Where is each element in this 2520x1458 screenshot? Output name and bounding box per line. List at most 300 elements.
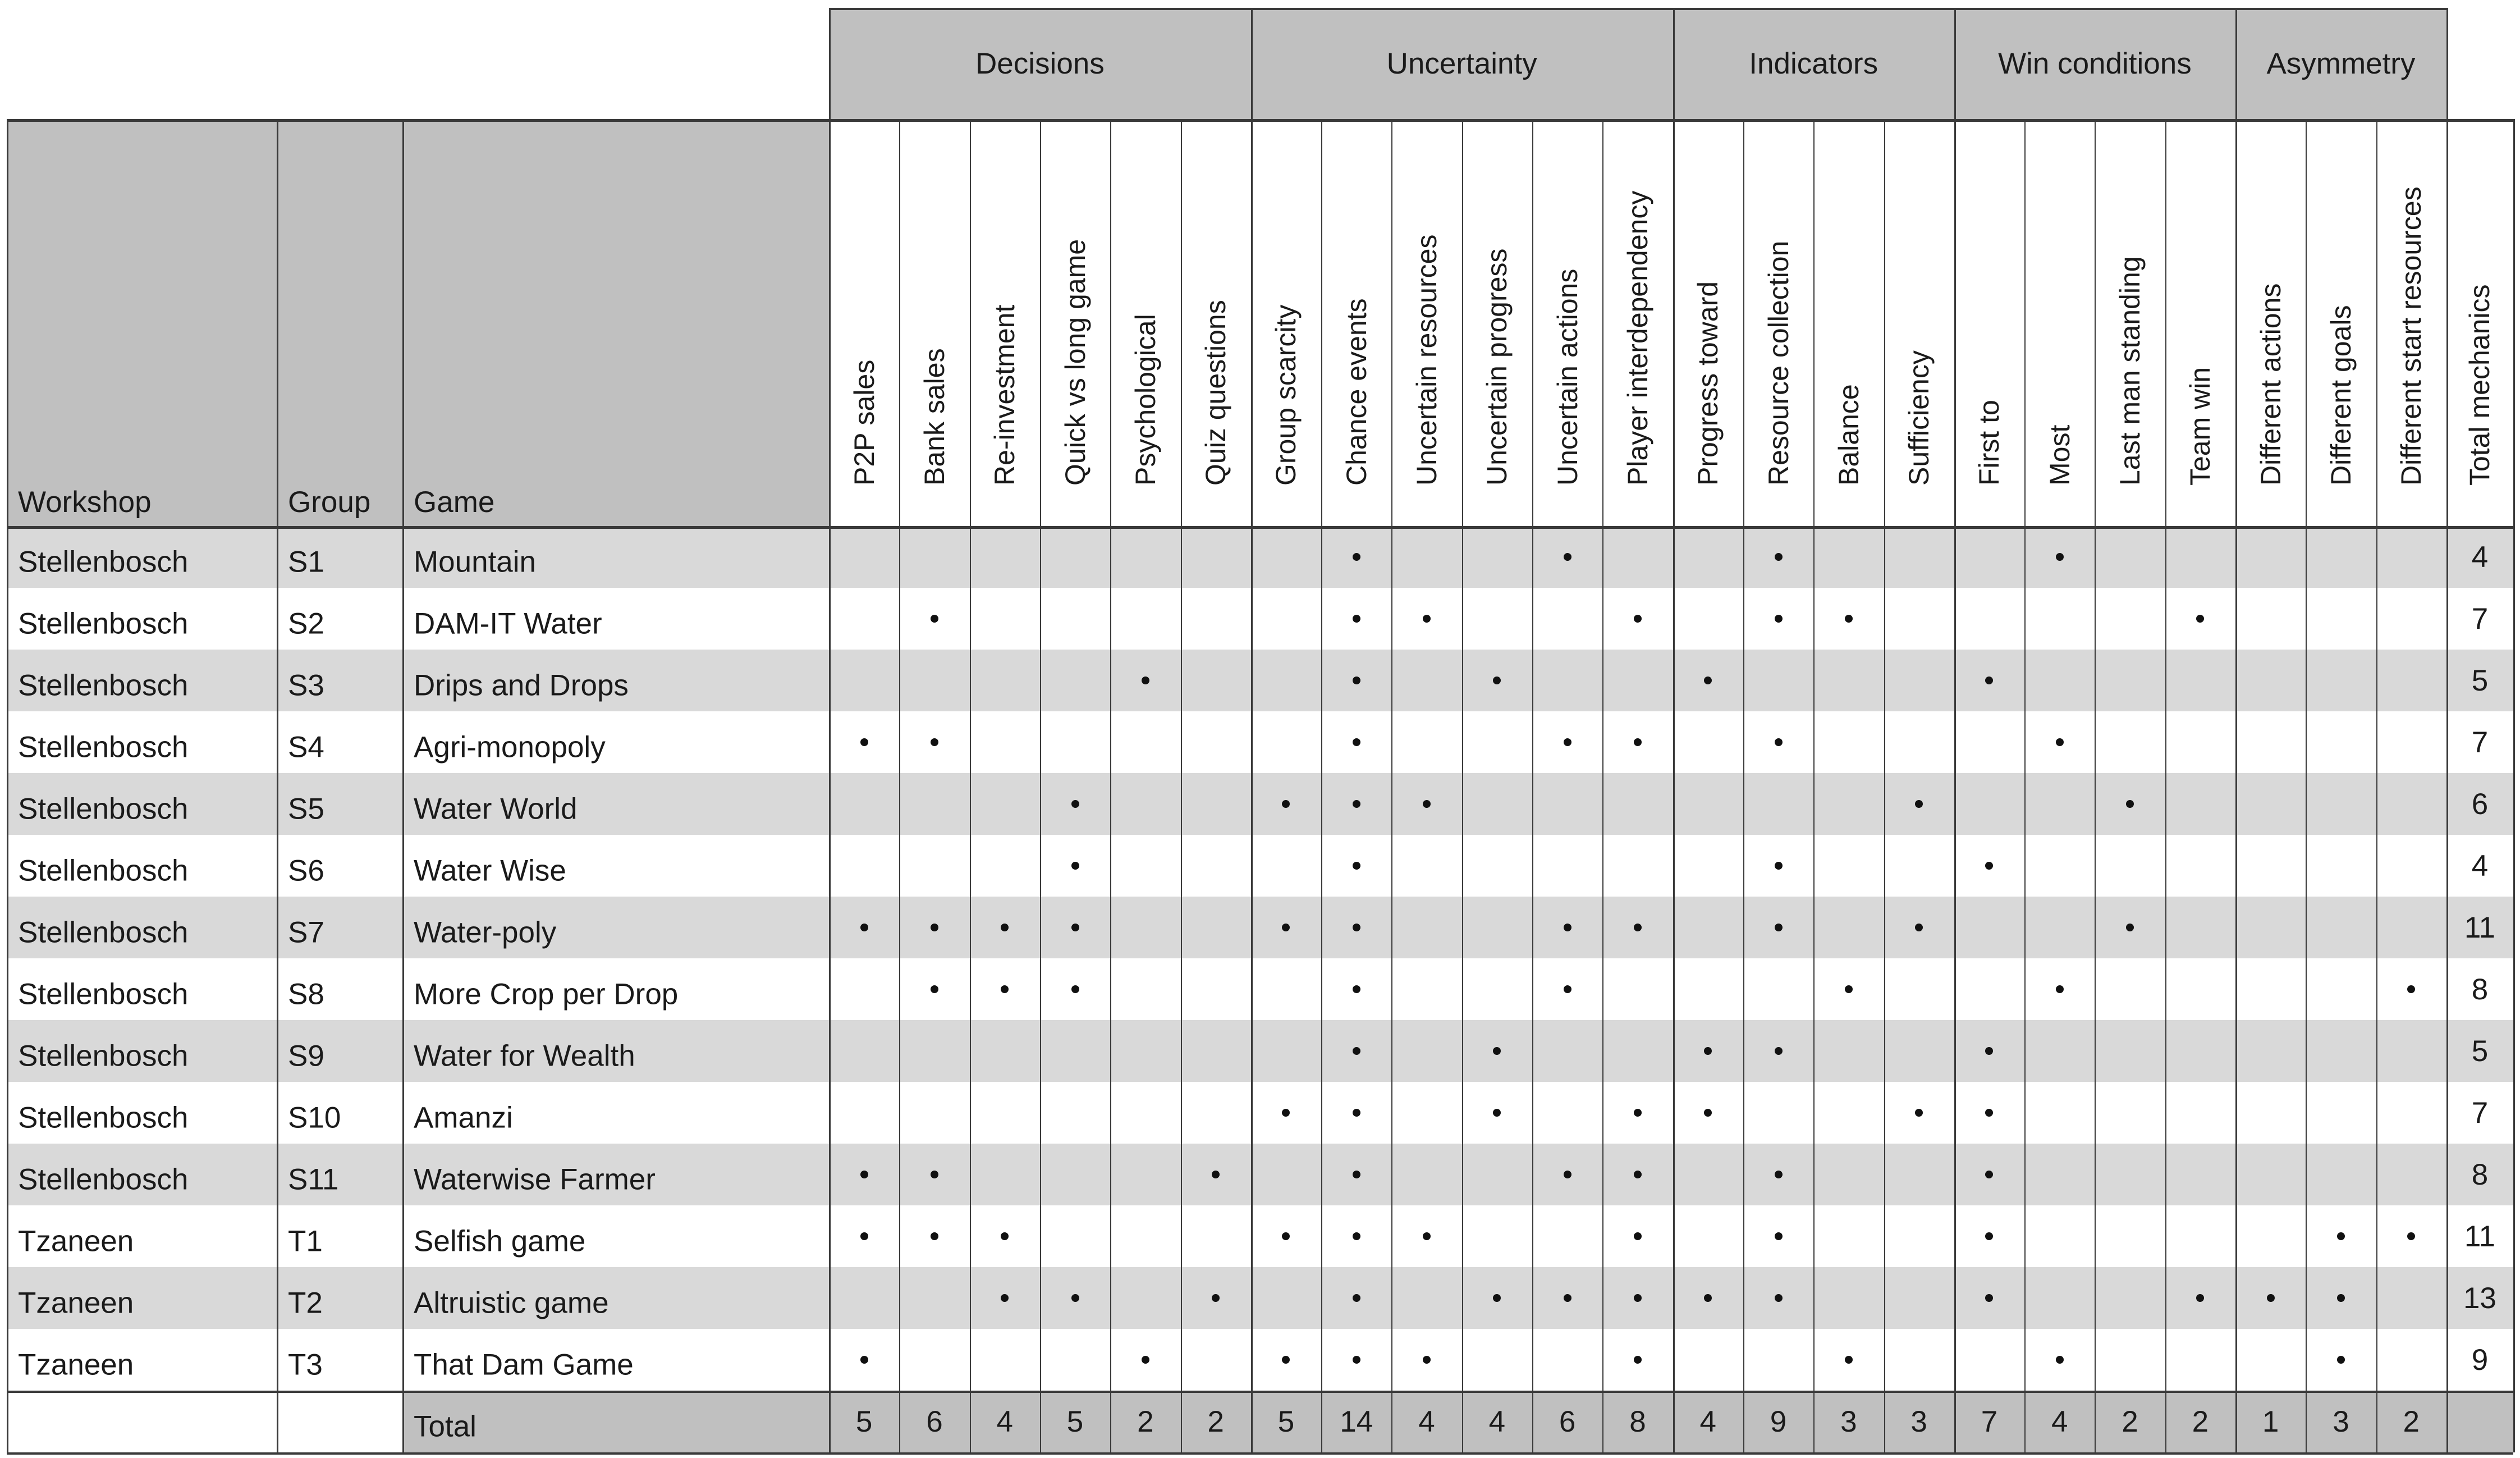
totals-label: Total	[414, 1410, 476, 1443]
mechanic-present-dot	[2337, 1356, 2345, 1364]
mechanic-cell	[2306, 1267, 2376, 1329]
row-total: 8	[2471, 1158, 2489, 1191]
row-group-cell	[277, 1329, 402, 1391]
row-total-cell	[2446, 773, 2513, 835]
total-value-cell	[1602, 1391, 1673, 1452]
row-group-cell	[277, 1267, 402, 1329]
row-total: 13	[2463, 1281, 2496, 1315]
row-workshop-cell	[7, 958, 277, 1020]
mechanic-cell	[2376, 1205, 2446, 1267]
mechanic-present-dot	[1282, 1232, 1290, 1240]
row-game: Water Wise	[414, 854, 566, 888]
mechanic-cell	[1251, 1082, 1321, 1144]
row-workshop: Stellenbosch	[18, 792, 189, 826]
mechanic-present-dot	[1001, 1294, 1009, 1302]
row-game-cell	[402, 1020, 829, 1082]
row-workshop: Tzaneen	[18, 1286, 134, 1320]
mechanic-header-label: Player interdependency	[1621, 190, 1653, 486]
group-header-label: Decisions	[975, 47, 1105, 80]
row-total-cell	[2446, 1329, 2513, 1391]
row-game: Water-poly	[414, 916, 557, 949]
mechanic-present-dot	[1915, 800, 1923, 808]
mechanic-cell	[899, 711, 969, 773]
mechanic-cell	[1391, 773, 1461, 835]
grid-line-vertical	[1954, 119, 1956, 1452]
total-value: 2	[2403, 1405, 2420, 1438]
mechanic-cell	[1391, 588, 1461, 650]
row-total-cell	[2446, 711, 2513, 773]
mechanic-present-dot	[1564, 553, 1571, 561]
mechanic-present-dot	[1985, 1232, 1993, 1240]
grid-line-vertical	[1602, 119, 1603, 1452]
mechanic-present-dot	[1353, 738, 1360, 746]
mechanic-header	[899, 119, 969, 526]
total-value-cell	[1110, 1391, 1180, 1452]
mechanic-present-dot	[1634, 1356, 1642, 1364]
mechanic-cell	[1602, 711, 1673, 773]
mechanic-cell	[1321, 1144, 1391, 1205]
grid-line-vertical	[2165, 119, 2166, 1452]
mechanic-header-label: Sufficiency	[1903, 350, 1935, 486]
mechanic-cell	[829, 1144, 899, 1205]
row-total-cell	[2446, 1020, 2513, 1082]
mechanic-present-dot	[1775, 1171, 1783, 1178]
mechanic-present-dot	[1353, 1047, 1360, 1055]
mechanic-header-label: Quick vs long game	[1059, 239, 1091, 486]
row-workshop: Stellenbosch	[18, 730, 189, 764]
mechanic-header	[1391, 119, 1461, 526]
mechanic-cell	[1462, 1082, 1532, 1144]
mechanic-present-dot	[1915, 924, 1923, 931]
grid-line-horizontal	[829, 8, 2446, 10]
mechanic-present-dot	[1071, 862, 1079, 870]
total-value: 4	[1488, 1405, 1506, 1438]
mechanic-cell	[1813, 958, 1884, 1020]
row-workshop-cell	[7, 773, 277, 835]
mechanic-cell	[970, 897, 1040, 958]
mechanic-header	[1884, 119, 1954, 526]
grid-line-vertical	[2446, 119, 2448, 1452]
mechanic-header-label: Re-investment	[989, 304, 1021, 486]
grid-line-horizontal	[7, 1391, 2513, 1393]
mechanic-cell	[1321, 958, 1391, 1020]
mechanic-present-dot	[1282, 1109, 1290, 1117]
total-value: 6	[926, 1405, 943, 1438]
mechanic-header-label: First to	[1973, 400, 2005, 486]
row-game: Amanzi	[414, 1101, 513, 1135]
mechanic-cell	[1040, 897, 1110, 958]
mechanic-cell	[1462, 1267, 1532, 1329]
grid-line-vertical	[970, 119, 971, 1452]
total-value-cell	[2165, 1391, 2235, 1452]
mechanic-cell	[1251, 897, 1321, 958]
mechanic-cell	[970, 1205, 1040, 1267]
mechanic-cell	[1884, 897, 1954, 958]
mechanic-present-dot	[1704, 1109, 1712, 1117]
row-total: 9	[2471, 1343, 2489, 1377]
group-header-label: Win conditions	[1998, 47, 2192, 80]
row-workshop-cell	[7, 1020, 277, 1082]
row-group-cell	[277, 773, 402, 835]
mechanic-present-dot	[860, 1171, 868, 1178]
column-header-label: Workshop	[18, 486, 152, 519]
row-game-cell	[402, 650, 829, 711]
mechanic-cell	[1673, 1082, 1743, 1144]
mechanic-cell	[1321, 1329, 1391, 1391]
row-workshop: Stellenbosch	[18, 607, 189, 641]
mechanic-present-dot	[931, 615, 938, 623]
mechanic-present-dot	[1423, 1356, 1431, 1364]
mechanic-header	[829, 119, 899, 526]
total-value-cell	[1813, 1391, 1884, 1452]
mechanic-cell	[1743, 897, 1813, 958]
grid-line-vertical	[1884, 119, 1885, 1452]
mechanic-present-dot	[1634, 1232, 1642, 1240]
row-game: Water for Wealth	[414, 1039, 635, 1073]
mechanic-header-label: Resource collection	[1762, 240, 1794, 486]
grid-line-vertical	[2376, 119, 2377, 1452]
total-value: 2	[1137, 1405, 1154, 1438]
row-group: T2	[288, 1286, 323, 1320]
row-total: 8	[2471, 972, 2489, 1006]
mechanic-present-dot	[1001, 924, 1009, 931]
mechanic-present-dot	[1071, 800, 1079, 808]
total-value-cell	[2306, 1391, 2376, 1452]
row-game-cell	[402, 1329, 829, 1391]
mechanic-cell	[1391, 1205, 1461, 1267]
column-header-label: Group	[288, 486, 371, 519]
mechanic-cell	[1040, 835, 1110, 897]
total-value-cell	[970, 1391, 1040, 1452]
column-header-group	[277, 119, 402, 526]
mechanic-header	[2024, 119, 2095, 526]
row-game: Water World	[414, 792, 578, 826]
group-header-label: Asymmetry	[2266, 47, 2416, 80]
mechanic-cell	[1040, 773, 1110, 835]
total-value: 2	[2122, 1405, 2138, 1438]
mechanic-present-dot	[1564, 738, 1571, 746]
grid-line-vertical	[1110, 119, 1111, 1452]
mechanic-cell	[1743, 526, 1813, 588]
group-header	[829, 8, 1251, 119]
mechanic-header	[1251, 119, 1321, 526]
row-game-cell	[402, 588, 829, 650]
mechanic-header	[1673, 119, 1743, 526]
grid-line-vertical	[2235, 119, 2237, 1452]
mechanic-cell	[1040, 958, 1110, 1020]
mechanic-header-label: Balance	[1832, 384, 1864, 486]
mechanic-cell	[1532, 1267, 1602, 1329]
mechanic-present-dot	[1634, 738, 1642, 746]
grid-line-vertical	[402, 119, 404, 1452]
mechanic-cell	[970, 958, 1040, 1020]
row-total-cell	[2446, 1144, 2513, 1205]
grid-line-vertical	[1673, 119, 1675, 1452]
row-group: S7	[288, 916, 324, 949]
row-group-cell	[277, 958, 402, 1020]
column-header-game	[402, 119, 829, 526]
row-total-cell	[2446, 588, 2513, 650]
row-total-cell	[2446, 526, 2513, 588]
mechanic-cell	[2376, 958, 2446, 1020]
mechanic-cell	[1743, 711, 1813, 773]
grid-line-vertical	[2235, 8, 2237, 119]
row-group: S9	[288, 1039, 324, 1073]
mechanic-present-dot	[1985, 677, 1993, 684]
total-value: 5	[855, 1405, 873, 1438]
mechanic-present-dot	[1564, 924, 1571, 931]
mechanic-present-dot	[2056, 553, 2064, 561]
row-total: 6	[2471, 787, 2489, 821]
mechanic-cell	[2095, 773, 2165, 835]
row-group-cell	[277, 1082, 402, 1144]
grid-line-vertical	[1391, 119, 1392, 1452]
mechanic-present-dot	[931, 924, 938, 931]
total-value-cell	[2095, 1391, 2165, 1452]
mechanic-header	[2235, 119, 2306, 526]
mechanic-cell	[1462, 1020, 1532, 1082]
mechanic-cell	[1954, 1205, 2024, 1267]
total-value: 14	[1340, 1405, 1373, 1438]
mechanic-cell	[2024, 711, 2095, 773]
row-group-cell	[277, 526, 402, 588]
total-value: 5	[1066, 1405, 1084, 1438]
group-header	[1954, 8, 2235, 119]
totals-label-cell	[402, 1391, 829, 1452]
mechanic-header-label: Bank sales	[918, 348, 950, 486]
mechanic-cell	[2095, 897, 2165, 958]
group-header	[1251, 8, 1673, 119]
row-total-cell	[2446, 1267, 2513, 1329]
grid-line-vertical	[1321, 119, 1322, 1452]
mechanic-present-dot	[1845, 615, 1853, 623]
row-total: 5	[2471, 1034, 2489, 1068]
mechanic-cell	[2165, 588, 2235, 650]
mechanic-present-dot	[2337, 1294, 2345, 1302]
mechanic-present-dot	[1353, 1109, 1360, 1117]
mechanic-present-dot	[1985, 1294, 1993, 1302]
mechanic-present-dot	[1493, 1294, 1501, 1302]
total-value: 2	[1207, 1405, 1224, 1438]
mechanic-cell	[1321, 1020, 1391, 1082]
row-group: S1	[288, 545, 324, 579]
mechanic-cell	[1532, 958, 1602, 1020]
row-group-cell	[277, 650, 402, 711]
grid-line-vertical	[2446, 8, 2448, 119]
mechanic-present-dot	[1775, 553, 1783, 561]
mechanic-cell	[1110, 1329, 1180, 1391]
mechanic-present-dot	[1212, 1294, 1220, 1302]
mechanic-header	[1040, 119, 1110, 526]
mechanic-header-label: Different start resources	[2395, 186, 2427, 486]
row-game-cell	[402, 897, 829, 958]
mechanic-present-dot	[1071, 924, 1079, 931]
mechanic-header-label: Uncertain resources	[1411, 234, 1443, 486]
row-workshop-cell	[7, 1329, 277, 1391]
total-value-cell	[2235, 1391, 2306, 1452]
mechanic-cell	[1884, 773, 1954, 835]
row-game-cell	[402, 835, 829, 897]
mechanic-header	[1462, 119, 1532, 526]
mechanic-cell	[1954, 1144, 2024, 1205]
row-group: T3	[288, 1348, 323, 1382]
mechanic-cell	[1321, 835, 1391, 897]
mechanic-cell	[1181, 1144, 1251, 1205]
mechanic-present-dot	[2196, 1294, 2204, 1302]
mechanic-header-label: Quiz questions	[1200, 300, 1232, 486]
mechanic-present-dot	[1071, 985, 1079, 993]
row-workshop: Stellenbosch	[18, 1163, 189, 1196]
mechanic-present-dot	[2267, 1294, 2275, 1302]
mechanic-present-dot	[1845, 1356, 1853, 1364]
mechanic-present-dot	[1775, 738, 1783, 746]
grid-line-vertical	[1251, 8, 1253, 119]
mechanic-header-label: Group scarcity	[1270, 304, 1302, 486]
mechanic-cell	[829, 897, 899, 958]
row-game: Mountain	[414, 545, 537, 579]
mechanic-present-dot	[2126, 800, 2134, 808]
total-value-cell	[1954, 1391, 2024, 1452]
mechanic-cell	[1743, 1205, 1813, 1267]
grid-line-horizontal	[7, 526, 2513, 529]
row-group-cell	[277, 711, 402, 773]
total-value-cell	[899, 1391, 969, 1452]
column-header-label: Total mechanics	[2464, 284, 2496, 486]
total-value-cell	[1673, 1391, 1743, 1452]
mechanic-cell	[2306, 1205, 2376, 1267]
row-total-cell	[2446, 835, 2513, 897]
row-game-cell	[402, 1267, 829, 1329]
mechanic-header	[970, 119, 1040, 526]
row-total-cell	[2446, 1205, 2513, 1267]
mechanic-present-dot	[1564, 1171, 1571, 1178]
mechanic-present-dot	[1915, 1109, 1923, 1117]
row-group-cell	[277, 835, 402, 897]
total-value: 4	[1699, 1405, 1716, 1438]
total-value-cell	[1391, 1391, 1461, 1452]
row-workshop-cell	[7, 526, 277, 588]
grid-line-vertical	[829, 8, 831, 119]
mechanic-present-dot	[1142, 1356, 1149, 1364]
mechanic-cell	[1321, 1267, 1391, 1329]
mechanic-cell	[1462, 650, 1532, 711]
mechanic-cell	[1040, 1267, 1110, 1329]
mechanic-cell	[829, 1205, 899, 1267]
mechanic-cell	[1954, 650, 2024, 711]
total-value-cell	[1181, 1391, 1251, 1452]
mechanic-cell	[1602, 1267, 1673, 1329]
mechanic-header	[1110, 119, 1180, 526]
total-value-cell	[1462, 1391, 1532, 1452]
mechanic-present-dot	[931, 985, 938, 993]
mechanic-present-dot	[931, 1232, 938, 1240]
mechanic-header-label: Most	[2044, 424, 2075, 486]
mechanic-header	[1321, 119, 1391, 526]
mechanic-present-dot	[1704, 1047, 1712, 1055]
mechanic-header-label: P2P sales	[848, 359, 880, 486]
mechanic-present-dot	[1634, 1109, 1642, 1117]
mechanic-cell	[899, 588, 969, 650]
row-total-cell	[2446, 958, 2513, 1020]
row-total-cell	[2446, 1082, 2513, 1144]
mechanic-header-label: Different goals	[2325, 305, 2357, 486]
row-total: 5	[2471, 664, 2489, 697]
row-game: Selfish game	[414, 1224, 586, 1258]
mechanic-present-dot	[1634, 615, 1642, 623]
row-total: 4	[2471, 849, 2489, 883]
mechanic-header	[2306, 119, 2376, 526]
mechanic-cell	[1321, 711, 1391, 773]
mechanic-present-dot	[860, 738, 868, 746]
mechanic-present-dot	[1704, 1294, 1712, 1302]
mechanic-present-dot	[1775, 615, 1783, 623]
row-total-cell	[2446, 650, 2513, 711]
mechanic-present-dot	[1423, 615, 1431, 623]
mechanic-present-dot	[1001, 1232, 1009, 1240]
mechanic-present-dot	[1282, 924, 1290, 931]
mechanic-present-dot	[931, 1171, 938, 1178]
mechanic-present-dot	[1493, 1109, 1501, 1117]
column-header-total-mechanics	[2446, 119, 2513, 526]
grid-line-vertical	[2024, 119, 2026, 1452]
mechanic-present-dot	[2407, 985, 2415, 993]
mechanic-present-dot	[2126, 924, 2134, 931]
grid-line-horizontal	[7, 1452, 2513, 1455]
row-workshop-cell	[7, 835, 277, 897]
row-group: S4	[288, 730, 324, 764]
row-game: Drips and Drops	[414, 669, 629, 702]
mechanic-present-dot	[1423, 1232, 1431, 1240]
mechanic-cell	[1251, 773, 1321, 835]
grid-line-vertical	[1181, 119, 1182, 1452]
mechanic-present-dot	[2337, 1232, 2345, 1240]
mechanic-present-dot	[2056, 1356, 2064, 1364]
mechanic-cell	[1321, 650, 1391, 711]
total-value: 4	[2051, 1405, 2068, 1438]
mechanic-present-dot	[1775, 1232, 1783, 1240]
mechanic-present-dot	[1142, 677, 1149, 684]
mechanic-present-dot	[1282, 800, 1290, 808]
mechanic-cell	[829, 1329, 899, 1391]
mechanic-cell	[2306, 1329, 2376, 1391]
grid-line-vertical	[1251, 119, 1253, 1452]
row-group: T1	[288, 1224, 323, 1258]
total-value: 1	[2262, 1405, 2279, 1438]
grid-line-vertical	[2513, 119, 2515, 1452]
mechanic-cell	[1673, 650, 1743, 711]
group-header	[1673, 8, 1954, 119]
row-workshop-cell	[7, 1205, 277, 1267]
column-header-workshop	[7, 119, 277, 526]
mechanic-cell	[1391, 1329, 1461, 1391]
row-game: DAM-IT Water	[414, 607, 602, 641]
mechanic-present-dot	[1353, 553, 1360, 561]
row-group: S8	[288, 977, 324, 1011]
total-value: 4	[996, 1405, 1013, 1438]
row-game-cell	[402, 1082, 829, 1144]
mechanic-header-label: Psychological	[1129, 314, 1161, 486]
grid-line-vertical	[2306, 119, 2307, 1452]
grid-line-vertical	[1743, 119, 1744, 1452]
mechanic-cell	[1532, 897, 1602, 958]
row-group-cell	[277, 1144, 402, 1205]
grid-line-vertical	[829, 119, 831, 1452]
mechanic-header	[2095, 119, 2165, 526]
mechanic-cell	[1321, 1082, 1391, 1144]
grid-line-vertical	[1954, 8, 1956, 119]
group-header-label: Indicators	[1749, 47, 1878, 80]
row-group: S11	[288, 1163, 339, 1196]
